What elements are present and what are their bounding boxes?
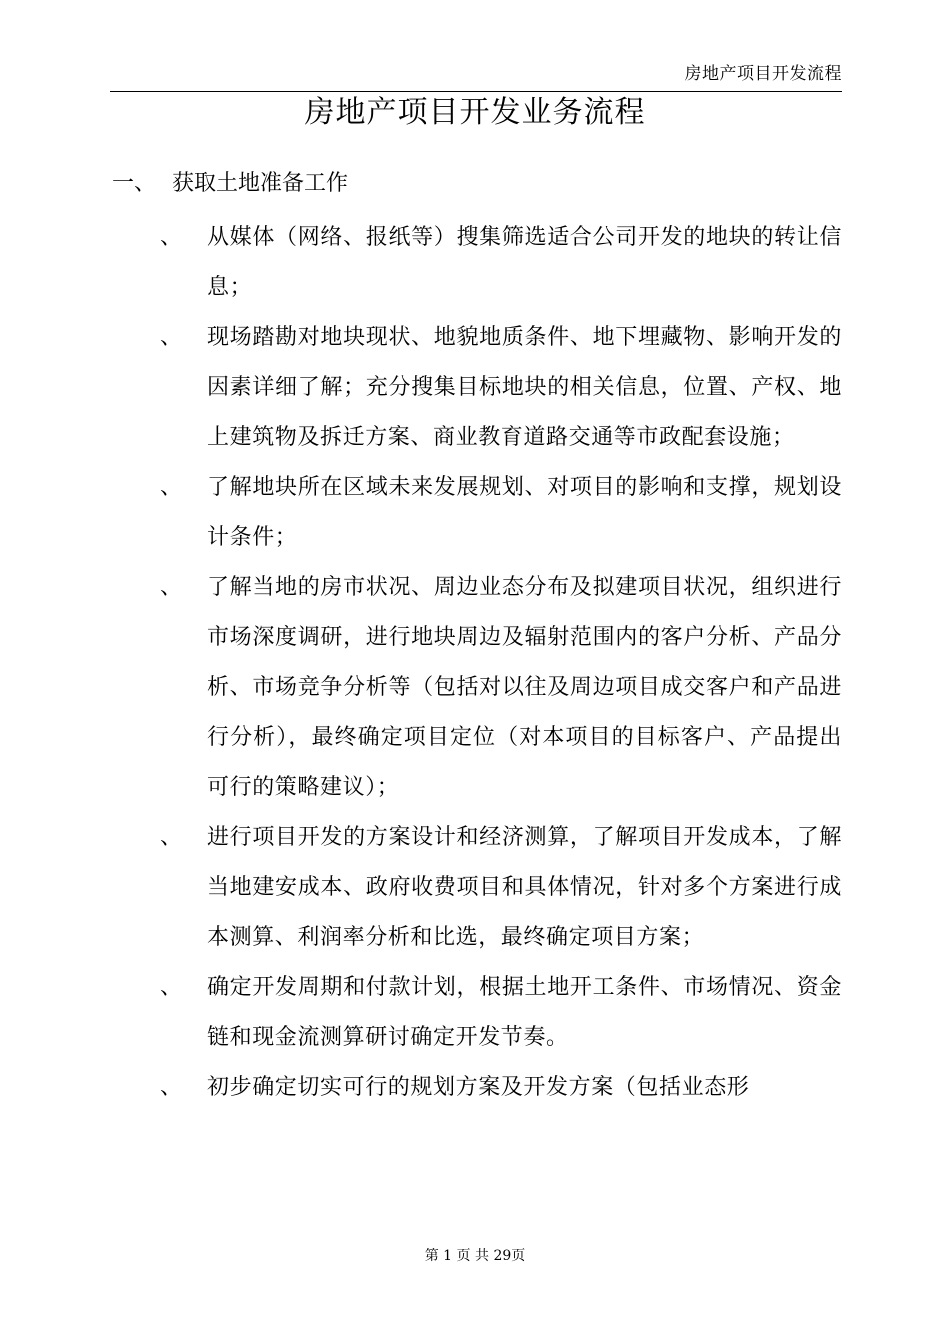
list-marker: 、 <box>160 575 183 600</box>
list-item-text: 了解地块所在区域未来发展规划、对项目的影响和支撑，规划设计条件； <box>207 475 842 550</box>
page-footer: 第 1 页 共 29页 <box>424 1248 526 1264</box>
document-title: 房地产项目开发业务流程 <box>304 95 646 130</box>
list-item-text: 初步确定切实可行的规划方案及开发方案（包括业态形 <box>207 1075 750 1100</box>
list-item-text: 现场踏勘对地块现状、地貌地质条件、地下埋藏物、影响开发的因素详细了解；充分搜集目标地块的相关信息，位置、产权、地上建筑物及拆迁方案、商业教育道路交通等市政配套设施； <box>207 325 842 450</box>
list-marker: 、 <box>160 325 183 350</box>
list-item-text: 确定开发周期和付款计划，根据土地开工条件、市场情况、资金链和现金流测算研讨确定开发节奏。 <box>207 975 842 1050</box>
list-item <box>112 1063 842 1113</box>
list-item-text: 从媒体（网络、报纸等）搜集筛选适合公司开发的地块的转让信息； <box>207 225 842 300</box>
section-1 <box>112 163 842 1113</box>
list-marker: 、 <box>160 225 183 250</box>
section-title: 获取土地准备工作 <box>172 171 349 196</box>
list-marker: 、 <box>160 1075 183 1100</box>
list-marker: 、 <box>160 475 183 500</box>
list-item-text: 了解当地的房市状况、周边业态分布及拟建项目状况，组织进行市场深度调研，进行地块周边及辐射范围内的客户分析、产品分析、市场竞争分析等（包括对以往及周边项目成交客户和产品进行分析），最终确定项目定位（对本项目的目标客户、产品提出可行的策略建议）； <box>207 575 842 800</box>
list-marker: 、 <box>160 975 183 1000</box>
list-marker: 、 <box>160 825 183 850</box>
item-list <box>112 213 842 1113</box>
list-item <box>112 963 842 1063</box>
list-item <box>112 563 842 813</box>
list-item <box>112 813 842 963</box>
list-item <box>112 463 842 563</box>
list-item <box>112 313 842 463</box>
section-number: 一、 <box>112 171 157 196</box>
list-item-text: 进行项目开发的方案设计和经济测算，了解项目开发成本，了解当地建安成本、政府收费项目和具体情况，针对多个方案进行成本测算、利润率分析和比选，最终确定项目方案； <box>207 825 842 950</box>
list-item <box>112 213 842 313</box>
section-heading <box>112 163 842 205</box>
running-header: 房地产项目开发流程 <box>684 64 842 84</box>
